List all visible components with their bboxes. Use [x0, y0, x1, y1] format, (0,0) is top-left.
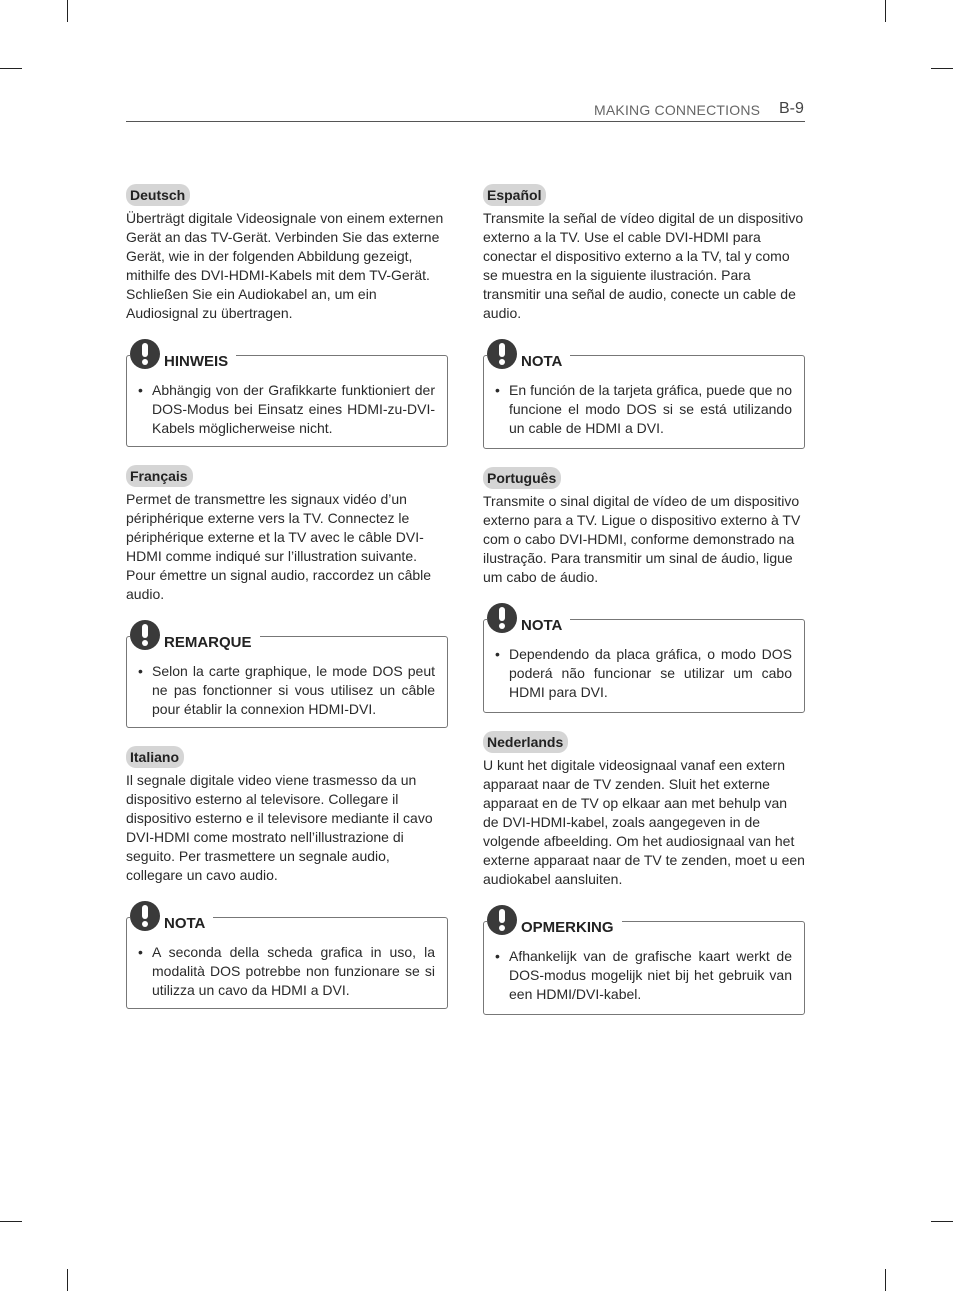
- note-header: [130, 618, 260, 652]
- crop-mark-top-right: [885, 0, 886, 22]
- lang-section-portugues: [483, 467, 805, 713]
- crop-mark-bottom-left-h: [0, 1221, 22, 1222]
- lang-section-deutsch: [126, 184, 448, 447]
- lang-paragraph: Il segnale digitale video viene trasmesso da un dispositivo esterno al televisore. Collegare il dispositivo esterno e il televisore mediante il cavo DVI-HDMI come mostrato nell’illustrazione di seguito. Per trasmettere un segnale audio, collegare un cavo audio.: [126, 772, 433, 883]
- bullet-icon: •: [495, 948, 500, 964]
- right-column: [483, 184, 805, 1015]
- crop-mark-top-left: [67, 0, 68, 22]
- note-header: [487, 337, 570, 371]
- note-header: [130, 899, 213, 933]
- note-text: Selon la carte graphique, le mode DOS peut ne pas fonctionner si vous utilisez un câble pour établir la connexion HDMI-DVI.: [152, 663, 435, 717]
- lang-badge: Español: [483, 184, 546, 206]
- lang-section-espanol: [483, 184, 805, 449]
- note-title: NOTA: [521, 617, 563, 634]
- note-item: [495, 381, 792, 438]
- running-header-section: MAKING CONNECTIONS: [594, 102, 761, 118]
- lang-section-francais: [126, 465, 448, 728]
- lang-badge: Français: [126, 465, 193, 487]
- lang-badge: Deutsch: [126, 184, 190, 206]
- lang-paragraph: Permet de transmettre les signaux vidéo d’un périphérique externe vers la TV. Connectez le périphérique externe et la TV avec le câble DVI-HDMI comme indiqué sur l’illustration suivante. Pour émettre un signal audio, raccordez un câble audio.: [126, 491, 432, 602]
- note-header: [487, 601, 570, 635]
- note-title: REMARQUE: [164, 634, 252, 651]
- header-rule: [126, 121, 805, 122]
- note-title: NOTA: [164, 915, 206, 932]
- lang-paragraph: Transmite la señal de vídeo digital de un dispositivo externo a la TV. Use el cable DVI-HDMI para conectar el dispositivo externo a la TV, tal y como se muestra en la siguiente ilustración. Para transmitir una señal de audio, conecte un cable de audio.: [483, 210, 804, 321]
- exclamation-icon: [130, 620, 160, 650]
- note-box: [126, 618, 448, 728]
- note-text: Dependendo da placa gráfica, o modo DOS poderá não funcionar se utilizar um cabo HDMI para DVI.: [509, 646, 792, 700]
- note-item: [495, 947, 792, 1004]
- bullet-icon: •: [138, 944, 143, 960]
- note-box: [126, 337, 448, 447]
- lang-paragraph: Transmite o sinal digital de vídeo de um dispositivo externo para a TV. Ligue o dispositivo externo à TV com o cabo DVI-HDMI, conforme demonstrado na ilustração. Para transmitir um sinal de áudio, ligue um cabo de áudio.: [483, 493, 801, 585]
- crop-mark-bottom-left: [67, 1269, 68, 1291]
- lang-paragraph: U kunt het digitale videosignaal vanaf een extern apparaat naar de TV zenden. Sluit het externe apparaat en de TV op elkaar aan met behulp van de DVI-HDMI-kabel, zoals aangegeven in de volgende afbeelding. Om het audiosignaal van het externe apparaat naar de TV te zenden, moet u een audiokabel aansluiten.: [483, 757, 805, 887]
- note-header: [487, 903, 622, 937]
- exclamation-icon: [487, 339, 517, 369]
- lang-badge: Nederlands: [483, 731, 568, 753]
- note-text: En función de la tarjeta gráfica, puede que no funcione el modo DOS si se está utilizando un cable de HDMI a DVI.: [509, 382, 792, 436]
- note-item: [495, 645, 792, 702]
- left-column: [126, 184, 448, 1009]
- note-item: [138, 662, 435, 719]
- exclamation-icon: [130, 339, 160, 369]
- lang-section-italiano: [126, 746, 448, 1009]
- crop-mark-top-left-h: [0, 68, 22, 69]
- note-text: Afhankelijk van de grafische kaart werkt de DOS-modus mogelijk niet bij het gebruik van een HDMI/DVI-kabel.: [509, 948, 792, 1002]
- lang-paragraph: Überträgt digitale Videosignale von einem externen Gerät an das TV-Gerät. Verbinden Sie das externe Gerät, wie in der folgenden Abbildung gezeigt, mithilfe des DVI-HDMI-Kabels mit dem TV-Gerät. Schließen Sie ein Audiokabel an, um ein Audiosignal zu übertragen.: [126, 210, 444, 321]
- note-item: [138, 381, 435, 438]
- bullet-icon: •: [495, 382, 500, 398]
- crop-mark-bottom-right: [885, 1269, 886, 1291]
- exclamation-icon: [130, 901, 160, 931]
- lang-badge: Italiano: [126, 746, 184, 768]
- exclamation-icon: [487, 905, 517, 935]
- note-title: NOTA: [521, 353, 563, 370]
- note-title: OPMERKING: [521, 919, 614, 936]
- crop-mark-top-right-h: [931, 68, 953, 69]
- page-number: B-9: [779, 100, 804, 117]
- note-box: [483, 903, 805, 1015]
- note-item: [138, 943, 435, 1000]
- note-title: HINWEIS: [164, 353, 229, 370]
- note-text: Abhängig von der Grafikkarte funktioniert der DOS-Modus bei Einsatz eines HDMI-zu-DVI-Kabels möglicherweise nicht.: [152, 382, 435, 436]
- note-text: A seconda della scheda grafica in uso, la modalità DOS potrebbe non funzionare se si utilizza un cavo da HDMI a DVI.: [152, 944, 435, 998]
- bullet-icon: •: [495, 646, 500, 662]
- note-header: [130, 337, 236, 371]
- note-box: [483, 601, 805, 713]
- crop-mark-bottom-right-h: [931, 1221, 953, 1222]
- note-box: [126, 899, 448, 1009]
- bullet-icon: •: [138, 382, 143, 398]
- exclamation-icon: [487, 603, 517, 633]
- bullet-icon: •: [138, 663, 143, 679]
- note-box: [483, 337, 805, 449]
- lang-section-nederlands: [483, 731, 805, 1015]
- lang-badge: Português: [483, 467, 561, 489]
